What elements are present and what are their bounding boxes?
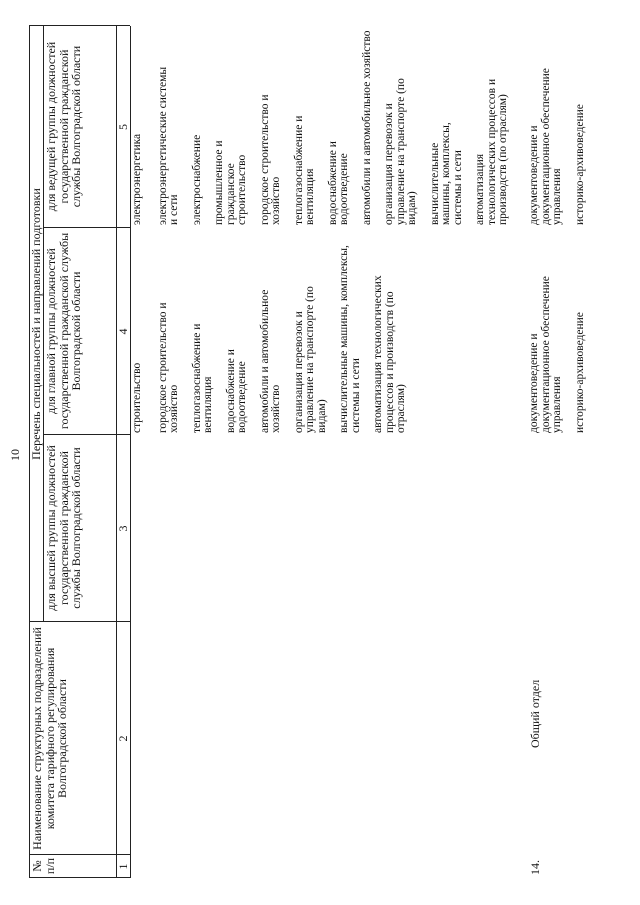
header-leading-group: для ведущей группы должностей государственной гражданской службы Волгоградской области: [44, 41, 83, 212]
row-14-col5: [529, 50, 597, 225]
list-item: автомобили и автомобильное хозяйство: [360, 30, 373, 225]
list-item: организация перевозок и управление на транспорте (по видам): [292, 286, 328, 433]
col-number-1: 1: [116, 863, 130, 870]
col-number-2: 2: [116, 735, 130, 742]
header-num: № п/п: [30, 857, 57, 875]
list-item: водоснабжение и водоотведение: [326, 141, 350, 225]
table-left-border: [29, 877, 130, 878]
col-number-3: 3: [116, 525, 130, 532]
list-item: промышленное и гражданское строительство: [213, 140, 248, 225]
list-item: строительство: [131, 362, 143, 433]
row-14-number: 14.: [528, 860, 542, 875]
list-item: электроснабжение: [190, 134, 203, 225]
header-subdivision-name: Наименование структурных подразделений комитета тарифного регулирования Волгоградской области: [30, 627, 69, 850]
continued-col5: [132, 27, 521, 225]
header-main-group: для главной группы должностей государственной гражданской службы Волгоградской области: [44, 232, 83, 430]
header-highest-group: для высшей группы должностей государственной гражданской службы Волгоградской области: [44, 445, 83, 611]
header-specialties-group: Перечень специальностей и направлений подготовки: [29, 188, 43, 460]
table-right-border: [29, 25, 130, 26]
list-item: городское строительство и хозяйство: [156, 302, 180, 433]
list-item: городское строительство и хозяйство: [258, 94, 282, 225]
list-item: документоведение и документационное обеспечение управления: [528, 276, 563, 433]
continued-col4: [132, 233, 419, 433]
col-number-4: 4: [116, 328, 130, 335]
list-item: теплогазоснабжение и вентиляция: [190, 323, 214, 433]
list-item: историко-архивоведение: [573, 104, 586, 225]
list-item: теплогазоснабжение и вентиляция: [292, 115, 316, 225]
row-14-name: Общий отдел: [528, 679, 542, 748]
list-item: электроэнергетика: [131, 133, 143, 225]
list-item: водоснабжение и водоотведение: [224, 349, 248, 433]
col-divider-2: [29, 621, 130, 622]
page-number: 10: [8, 449, 22, 461]
list-item: электроэнергетические системы и сети: [156, 66, 180, 225]
list-item: автоматизация технологических процессов и производств (по отраслям): [372, 275, 407, 433]
list-item: автоматизация технологических процессов и производств (по отраслям): [474, 78, 509, 225]
list-item: вычислительные машины, комплексы, системы и сети: [428, 122, 464, 225]
list-item: вычислительные машины, комплексы, системы и сети: [338, 245, 362, 433]
col-divider-1: [29, 854, 130, 855]
list-item: автомобили и автомобильное хозяйство: [258, 289, 282, 433]
row-14-col4: [529, 258, 597, 433]
list-item: историко-архивоведение: [573, 312, 586, 433]
col-number-5: 5: [116, 124, 130, 130]
list-item: организация перевозок и управление на транспорте (по видам): [383, 78, 418, 225]
list-item: документоведение и документационное обеспечение управления: [528, 68, 563, 225]
